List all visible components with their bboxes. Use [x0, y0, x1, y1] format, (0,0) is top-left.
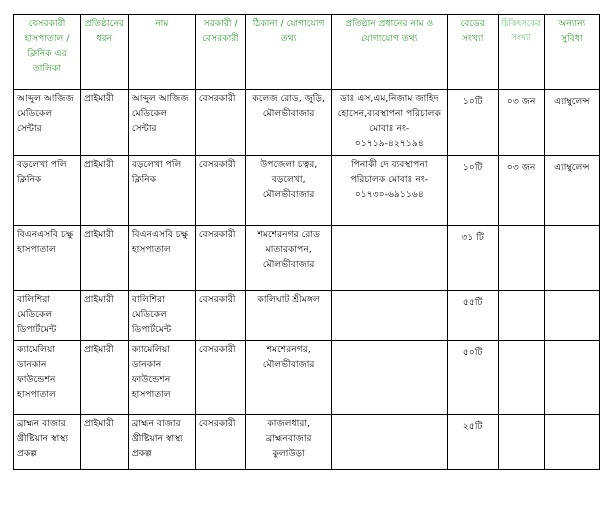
header-beds: বেডের সংখ্যা	[447, 15, 498, 90]
header-address: ঠিকানা / যোগাযোগ তথ্য	[246, 15, 332, 90]
cell-other	[544, 415, 599, 470]
cell-name: বিএনএসবি চক্ষু হাসপাতাল	[128, 226, 195, 291]
header-sector: সরকারী / বেসরকারী	[195, 15, 246, 90]
cell-type: প্রাইমারী	[80, 341, 128, 415]
cell-sector: বেসরকারী	[195, 156, 246, 226]
cell-list-name: বালিশিরা মেডিকেল ডিপার্টমেন্ট	[14, 291, 81, 341]
table-row	[14, 226, 600, 291]
header-other: অন্যান্য সুবিধা	[544, 15, 599, 90]
cell-address: কলেজ রোড, জুড়ি, মৌলভীবাজার	[246, 90, 332, 156]
cell-name: বালিশিরা মেডিকেল ডিপার্টমেন্ট	[128, 291, 195, 341]
cell-name: বড়লেখা পলি ক্লিনিক	[128, 156, 195, 226]
cell-other: এ্যাম্বুলেন্স	[544, 90, 599, 156]
cell-head: পিনাকী দে ব্যবস্থাপনা পরিচালক মোবাঃ নং- ০১৭৩০-৬৯১১৬৪	[331, 156, 447, 226]
cell-sector: বেসরকারী	[195, 226, 246, 291]
cell-head	[331, 415, 447, 470]
cell-list-name: বড়লেখা পলি ক্লিনিক	[14, 156, 81, 226]
cell-other	[544, 341, 599, 415]
cell-address: কাজলধারা, ব্রাহ্মনবাজার কুলাউড়া	[246, 415, 332, 470]
cell-name: আব্দুল আজিজ মেডিকেল সেন্টার	[128, 90, 195, 156]
cell-doctors	[498, 226, 544, 291]
cell-other: এ্যাম্বুলেন্স	[544, 156, 599, 226]
cell-type: প্রাইমারী	[80, 291, 128, 341]
header-doctors: চিকিৎসকের সংখ্যা	[498, 15, 544, 90]
table-row	[14, 291, 600, 341]
cell-address: উপজেলা চত্বর, বড়লেখা, মৌলভীবাজার	[246, 156, 332, 226]
cell-head	[331, 341, 447, 415]
cell-head: ডাঃ এস,এম,নিজাম জাহিদ হোসেন,ব্যবস্থাপনা পরিচালক মোবাঃ নং- ০১৭১৯-৪২৭১৯৪	[331, 90, 447, 156]
cell-doctors	[498, 291, 544, 341]
cell-address: শমশেরনগর রোড মাতারকাপন, মৌলভীবাজার	[246, 226, 332, 291]
cell-doctors	[498, 341, 544, 415]
table-row	[14, 156, 600, 226]
cell-list-name: ব্রাহ্মন বাজার খ্রীষ্টিয়ান স্বাস্থ্য প্রকল্প	[14, 415, 81, 470]
table-row	[14, 90, 600, 156]
cell-other	[544, 226, 599, 291]
cell-beds: ৫০টি	[447, 341, 498, 415]
cell-sector: বেসরকারী	[195, 90, 246, 156]
cell-sector: বেসরকারী	[195, 291, 246, 341]
cell-sector: বেসরকারী	[195, 341, 246, 415]
cell-address: শমশেরনগর, মৌলভীবাজার	[246, 341, 332, 415]
cell-other	[544, 291, 599, 341]
cell-beds: ৫৫টি	[447, 291, 498, 341]
cell-list-name: আব্দুল আজিজ মেডিকেল সেন্টার	[14, 90, 81, 156]
cell-list-name: ক্যামেলিয়া ডানকান ফাউন্ডেশন হাসপাতাল	[14, 341, 81, 415]
cell-list-name: বিএনএসবি চক্ষু হাসপাতাল	[14, 226, 81, 291]
cell-doctors: ০৩ জন	[498, 90, 544, 156]
hospital-list-sheet	[13, 14, 600, 470]
cell-name: ব্রাহ্মন বাজার খ্রীষ্টিয়ান স্বাস্থ্য প্রকল্প	[128, 415, 195, 470]
cell-type: প্রাইমারী	[80, 90, 128, 156]
header-list: বেসরকারী হাসপাতাল / ক্লিনিক এর তালিকা	[14, 15, 81, 90]
cell-head	[331, 291, 447, 341]
cell-beds: ৩১ টি	[447, 226, 498, 291]
cell-type: প্রাইমারী	[80, 156, 128, 226]
cell-type: প্রাইমারী	[80, 415, 128, 470]
header-type: প্রতিষ্ঠানের ধরন	[80, 15, 128, 90]
cell-type: প্রাইমারী	[80, 226, 128, 291]
cell-beds: ২৫টি	[447, 415, 498, 470]
header-head: প্রতিষ্ঠান প্রধানের নাম ও যোগাযোগ তথ্য	[331, 15, 447, 90]
cell-doctors: ০৩ জন	[498, 156, 544, 226]
header-name: নাম	[128, 15, 195, 90]
table-row	[14, 341, 600, 415]
cell-sector: বেসরকারী	[195, 415, 246, 470]
cell-head	[331, 226, 447, 291]
cell-doctors	[498, 415, 544, 470]
cell-beds: ১০টি	[447, 90, 498, 156]
table-row	[14, 415, 600, 470]
hospital-table	[13, 14, 600, 470]
cell-name: ক্যামেলিয়া ডানকান ফাউন্ডেশন হাসপাতাল	[128, 341, 195, 415]
header-row	[14, 15, 600, 90]
cell-beds: ১০টি	[447, 156, 498, 226]
cell-address: কালিঘাট শ্রীমঙ্গল	[246, 291, 332, 341]
